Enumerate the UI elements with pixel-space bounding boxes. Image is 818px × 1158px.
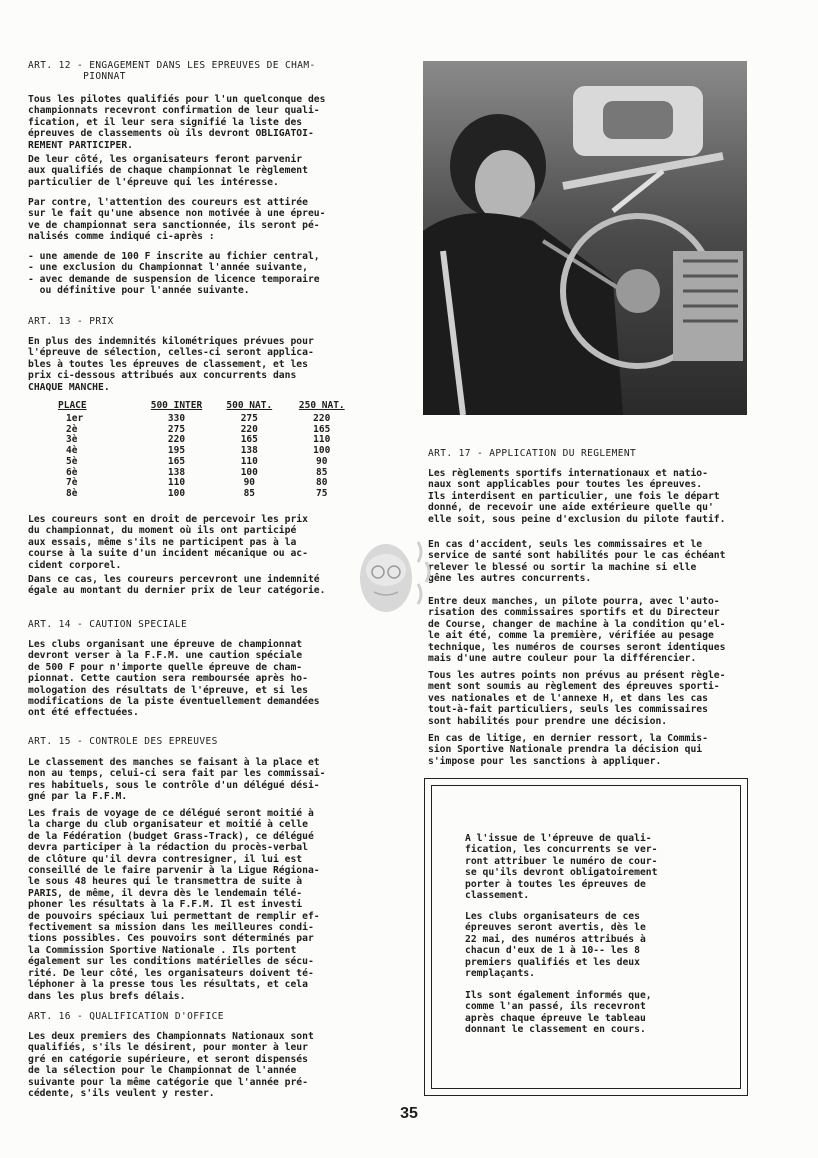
page-number: 35	[400, 1105, 418, 1122]
500-nat-cell: 100	[240, 466, 258, 478]
art16-heading: ART. 16 - QUALIFICATION D'OFFICE	[28, 1011, 224, 1022]
prize-table-row	[28, 489, 358, 500]
500-nat-cell: 138	[240, 445, 258, 457]
500-inter-cell: 110	[167, 477, 186, 489]
500-nat-cell: 220	[240, 423, 258, 435]
500-nat-cell: 165	[240, 434, 258, 446]
250-nat-cell: 110	[313, 434, 331, 446]
art17-paragraph-1: Les règlements sportifs internationaux et natio- naux sont applicables pour toutes les épreuves. Ils interdisent en particulier, une fois le départ donné, de recevoir une aide extérieure quelle qu' elle soit, sous peine d'exclusion du pilote fautif.	[428, 468, 726, 525]
prize-table-row	[28, 468, 358, 479]
notice-paragraph-3: Ils sont également informés que, comme l'an passé, ils recevront après chaque épreuve le tableau donnant le classement en cours.	[465, 990, 652, 1036]
prize-table-row	[28, 446, 358, 457]
art15-heading: ART. 15 - CONTROLE DES EPREUVES	[28, 736, 218, 747]
prize-table-row	[28, 457, 358, 468]
notice-box	[424, 778, 748, 1096]
art17-paragraph-2: En cas d'accident, seuls les commissaires et le service de santé sont habilités pour le cas échéant relever le blessé ou sortir la machine si elle gêne les autres concurrents.	[428, 539, 726, 585]
place-cell: 5è	[66, 455, 78, 467]
500-nat-cell: 275	[240, 413, 258, 424]
art17-paragraph-4: Tous les autres points non prévus au présent règle- ment sont soumis au règlement des épreuves sporti- ves nationales et de l'annexe H, et dans les cas tout-à-fait particuliers, seuls les commissaires sont habilités pour prendre une décision.	[428, 670, 726, 727]
rider-motorcycle-photo	[423, 61, 747, 415]
art12-heading: ART. 12 - ENGAGEMENT DANS LES EPREUVES DE CHAM- PIONNAT	[28, 60, 316, 82]
500-nat-cell: 90	[243, 477, 256, 489]
250-nat-cell: 80	[316, 477, 328, 489]
250-nat-cell: 220	[313, 413, 331, 424]
art17-heading: ART. 17 - APPLICATION DU REGLEMENT	[428, 448, 637, 459]
500-inter-cell: 138	[167, 466, 186, 478]
500-inter-cell: 330	[167, 413, 186, 424]
art15-paragraph-2: Les frais de voyage de ce délégué seront moitié à la charge du club organisateur et moitié à celle de la Fédération (budget Grass-Track), ce délégué devra participer à la rédaction du procès-verbal de clôture qu'il devra contresigner, il lui est conseillé de le faire parvenir à la Ligue Régiona- le sous 48 heures qui le transmettra de suite à PARIS, de même, il devra dès le lendemain télé- phoner les résultats à la F.F.M. Il est investi de pouvoirs spéciaux lui permettant de remplir ef- fectivement sa mission dans les meilleures condi- tions possibles. Ces pouvoirs sont déterminés par la Commission Sportive Nationale . Ils portent également sur les conditions matérielles de sécu- rité. De leur côté, les organisateurs doivent té- léphoner à la presse tous les résultats, et cela dans les plus brefs délais.	[28, 808, 320, 1002]
prize-table-body	[28, 414, 358, 500]
prize-table-row	[28, 414, 358, 425]
portrait-watermark	[348, 532, 440, 624]
500-inter-cell: 220	[167, 434, 186, 446]
art17-paragraph-3: Entre deux manches, un pilote pourra, avec l'auto- risation des commissaires sportifs et du Directeur de Course, changer de machine à la condition qu'el- le ait été, comme la première, vérifiée au pesage technique, les numéros de courses seront identiques mais d'une autre couleur pour la différencier.	[428, 596, 726, 665]
prize-table-header	[28, 400, 358, 414]
art13-heading: ART. 13 - PRIX	[28, 316, 114, 327]
art13-paragraph-2: Les coureurs sont en droit de percevoir les prix du championnat, du moment où ils ont participé aux essais, même s'ils ne participent pas à la course à la suite d'un incident mécanique ou ac- cident corporel.	[28, 514, 308, 571]
art12-paragraph-2: De leur côté, les organisateurs feront parvenir aux qualifiés de chaque championnat le règlement particulier de l'épreuve qui les intéresse.	[28, 154, 308, 188]
header-500-inter: 500 INTER	[150, 400, 203, 411]
prize-table	[28, 400, 358, 500]
place-cell: 4è	[66, 445, 78, 457]
place-cell: 3è	[66, 434, 78, 446]
place-cell: 1er	[66, 413, 84, 424]
place-cell: 7è	[66, 477, 78, 489]
500-inter-cell: 195	[167, 445, 186, 457]
prize-table-row	[28, 478, 358, 489]
art14-heading: ART. 14 - CAUTION SPECIALE	[28, 619, 188, 630]
art15-paragraph-1: Le classement des manches se faisant à la place et non au temps, celui-ci sera fait par les commissai- res habituels, sous le contrôle d'un délégué dési- gné par la F.F.M.	[28, 757, 326, 803]
art12-paragraph-3: Par contre, l'attention des coureurs est attirée sur le fait qu'une absence non motivée à une épreu- ve de championnat sera sanctionnée, ils seront pé- nalisés comme indiqué ci-après :	[28, 197, 326, 243]
art13-paragraph-1: En plus des indemnités kilométriques prévues pour l'épreuve de sélection, celles-ci seront applica- bles à toutes les épreuves de classement, et les prix ci-dessous attribués aux concurrents dans CHAQUE MANCHE.	[28, 336, 314, 393]
art14-paragraph-1: Les clubs organisant une épreuve de championnat devront verser à la F.F.M. une caution spéciale de 500 F pour n'importe quelle épreuve de cham- pionnat. Cette caution sera remboursée après ho- mologation des résultats de l'épreuve, et si les modifications de la piste éventuellement demandées ont été effectuées.	[28, 639, 320, 719]
notice-paragraph-2: Les clubs organisateurs de ces épreuves seront avertis, dès le 22 mai, des numéros attribués à chacun d'eux de 1 à 10-- les 8 premiers qualifiés et les deux remplaçants.	[465, 911, 646, 980]
place-cell: 6è	[66, 466, 78, 478]
art13-paragraph-3: Dans ce cas, les coureurs percevront une indemnité égale au montant du dernier prix de leur catégorie.	[28, 574, 326, 597]
art12-paragraph-1: Tous les pilotes qualifiés pour l'un quelconque des championnats recevront confirmation de leur quali- fication, et il leur sera signifié la liste des épreuves de classements où ils devront OBLIGATOI- REMENT PARTICIPER.	[28, 94, 326, 151]
500-inter-cell: 100	[167, 487, 186, 499]
500-inter-cell: 165	[167, 455, 186, 467]
250-nat-cell: 165	[313, 423, 331, 435]
500-inter-cell: 275	[167, 423, 186, 435]
art16-paragraph-1: Les deux premiers des Championnats Nationaux sont qualifiés, s'ils le désirent, pour monter à leur gré en catégorie supérieure, et seront dispensés de la sélection pour le Championnat de l'année suivante pour la même catégorie que l'année pré- cédente, s'ils veulent y rester.	[28, 1031, 314, 1100]
prize-table-row	[28, 425, 358, 436]
500-nat-cell: 110	[240, 455, 258, 467]
notice-paragraph-1: A l'issue de l'épreuve de quali- fication, les concurrents se ver- ront attribuer le numéro de cour- se qu'ils devront obligatoirement porter à toutes les épreuves de classement.	[465, 833, 658, 902]
place-cell: 2è	[66, 423, 78, 435]
250-nat-cell: 75	[316, 487, 328, 499]
header-place: PLACE	[58, 400, 87, 411]
250-nat-cell: 90	[316, 455, 328, 467]
500-nat-cell: 85	[243, 487, 256, 499]
header-250-nat: 250 NAT.	[298, 400, 345, 411]
prize-table-row	[28, 435, 358, 446]
art17-paragraph-5: En cas de litige, en dernier ressort, la Commis- sion Sportive Nationale prendra la décision qui s'impose pour les sanctions à appliquer.	[428, 733, 708, 767]
place-cell: 8è	[66, 487, 78, 499]
header-500-nat: 500 NAT.	[226, 400, 273, 411]
250-nat-cell: 85	[316, 466, 328, 478]
art12-penalty-list: - une amende de 100 F inscrite au fichier central, - une exclusion du Championnat l'année suivante, - avec demande de suspension de licence temporaire ou définitive pour l'année suivante.	[28, 251, 320, 297]
250-nat-cell: 100	[313, 445, 331, 457]
